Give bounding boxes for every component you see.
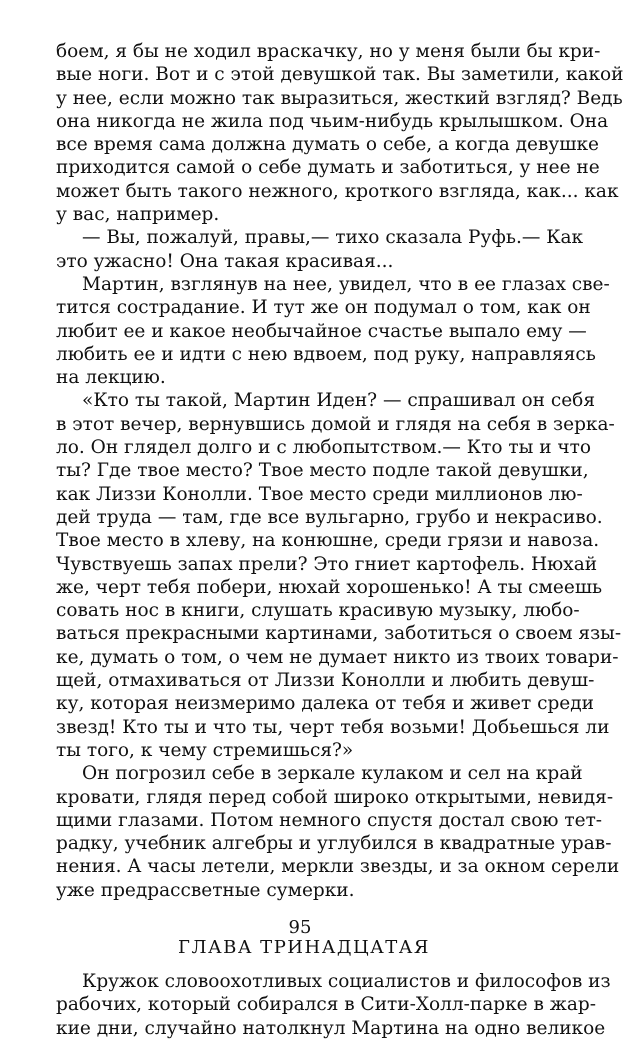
text-line: ке, думать о том, о чем не думает никто из твоих товари-	[56, 646, 619, 668]
text-line: все время сама должна думать о себе, а когда девушке	[56, 134, 599, 156]
paragraph	[56, 40, 624, 226]
text-line: кие дни, случайно натолкнул Мартина на одно великое	[56, 1017, 606, 1039]
text-line: любит ее и какое необычайное счастье выпало ему —	[56, 320, 587, 342]
text-line: радку, учебник алгебры и углубился в квадратные урав-	[56, 833, 612, 855]
paragraph	[56, 970, 611, 1040]
text-line: это ужасно! Она такая красивая...	[56, 250, 394, 272]
text-line: Твое место в хлеву, на конюшне, среди грязи и навоза.	[56, 530, 600, 552]
text-line: совать нос в книги, слушать красивую музыку, любо-	[56, 600, 580, 622]
text-line: дей труда — там, где все вульгарно, грубо и некрасиво.	[56, 506, 603, 528]
paragraph	[56, 226, 584, 273]
text-line: ты? Где твое место? Твое место подле такой девушки,	[56, 460, 589, 482]
text-line: же, черт тебя побери, нюхай хорошенько! А ты смеешь	[56, 576, 603, 598]
text-line: приходится самой о себе думать и заботиться, у нее не	[56, 157, 600, 179]
paragraph	[56, 273, 610, 389]
text-line: «Кто ты такой, Мартин Иден? — спрашивал он себя	[82, 390, 595, 412]
text-line: у вас, например.	[56, 204, 220, 226]
text-line: Кружок словоохотливых социалистов и философов из	[82, 970, 611, 992]
paragraph	[56, 762, 620, 902]
book-page	[56, 40, 624, 1040]
text-line: звезд! Кто ты и что ты, черт тебя возьми! Добьешься ли	[56, 716, 610, 738]
text-line: кровати, глядя перед собой широко открытыми, невидя-	[56, 786, 614, 808]
text-line: щими глазами. Потом немного спустя достал свою тет-	[56, 809, 603, 831]
text-line: вые ноги. Вот и с этой девушкой так. Вы заметили, какой	[56, 64, 624, 86]
text-line: у нее, если можно так выразиться, жесткий взгляд? Ведь	[56, 87, 623, 109]
text-line: — Вы, пожалуй, правы,— тихо сказала Руфь.— Как	[82, 227, 584, 249]
chapter-title: ГЛАВА ТРИНАДЦАТАЯ	[178, 936, 430, 958]
text-line: тится сострадание. И тут же он подумал о том, как он	[56, 297, 591, 319]
text-line: боем, я бы не ходил враскачку, но у меня были бы кри-	[56, 41, 601, 62]
text-line: ты того, к чему стремишься?»	[56, 739, 354, 761]
text-line: она никогда не жила под чьим-нибудь крылышком. Она	[56, 110, 609, 132]
text-line: Чувствуешь запах прели? Это гниет картофель. Нюхай	[56, 553, 598, 575]
text-line: Он погрозил себе в зеркале кулаком и сел на край	[82, 763, 583, 785]
text-line: в этот вечер, вернувшись домой и глядя на себя в зерка-	[56, 413, 615, 435]
text-line: щей, отмахиваться от Лиззи Конолли и любить девуш-	[56, 670, 595, 692]
text-line: ваться прекрасными картинами, заботиться о своем язы-	[56, 623, 622, 645]
text-line: уже предрассветные сумерки.	[56, 879, 355, 901]
text-line: ло. Он глядел долго и с любопытством.— Кто ты и что	[56, 437, 592, 459]
text-line: как Лиззи Конолли. Твое место среди миллионов лю-	[56, 483, 583, 505]
text-line: может быть такого нежного, кроткого взгляда, как... как	[56, 180, 619, 202]
text-line: на лекцию.	[56, 367, 166, 389]
page-number: 95	[288, 917, 312, 938]
text-line: ку, которая неизмеримо далека от тебя и живет среди	[56, 693, 594, 715]
text-line: нения. А часы летели, меркли звезды, и за окном серели	[56, 856, 620, 878]
text-line: Мартин, взглянув на нее, увидел, что в ее глазах све-	[82, 273, 610, 295]
text-line: рабочих, который собирался в Сити-Холл-парке в жар-	[56, 994, 596, 1016]
paragraph	[56, 389, 622, 762]
text-line: любить ее и идти с нею вдвоем, под руку, направляясь	[56, 343, 596, 365]
